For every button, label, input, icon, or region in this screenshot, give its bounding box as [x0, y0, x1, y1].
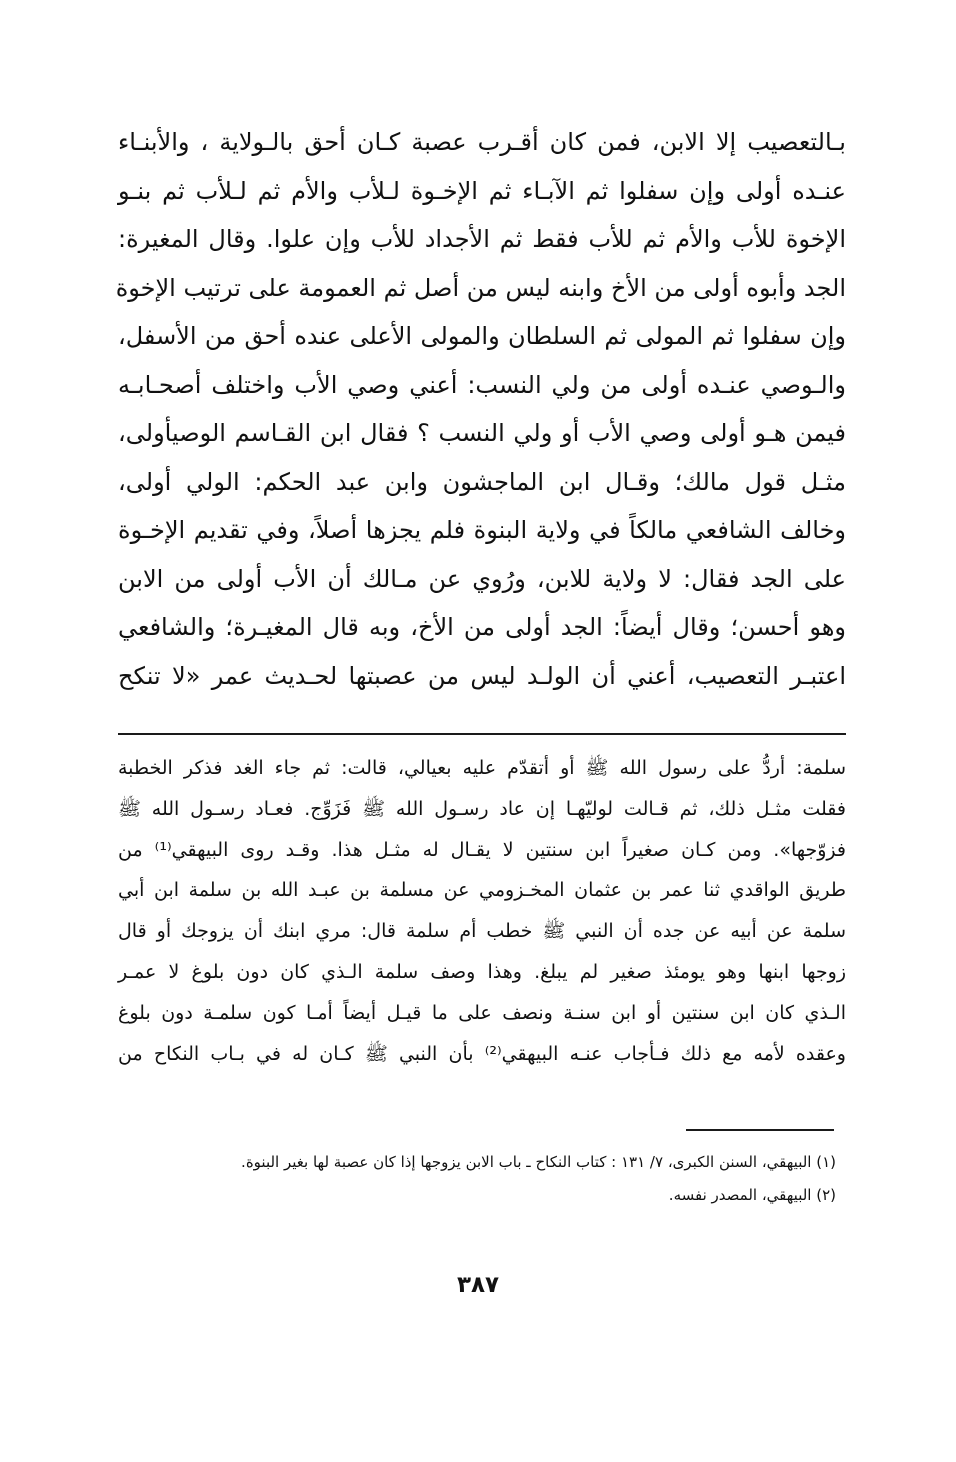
footnote-1: (١) البيهقي، السنن الكبرى، ٧/ ١٣١ : كتاب النكاح ـ باب الابن يزوجها إذا كان عصبة لها بغير البنوة. [241, 1153, 836, 1171]
commentary-line: فزوّجها». ومن كـان صغيراً ابن سنتين لا يقـال له مثـل هذا. وقـد روى البيهقي⁽¹⁾ من [118, 838, 847, 861]
footnotes [118, 1146, 836, 1212]
main-text-line: اعتبـر التعصيب، أعني أن الولـد ليس من عصبتها لحـديث عمر «لا تنكح [118, 661, 846, 690]
main-notes-divider [118, 733, 846, 735]
main-text-line: على الجد فقال: لا ولاية للابن، ورُوي عن مـالك أن الأب أولى من الابن [118, 564, 846, 593]
main-body-text [115, 118, 846, 700]
commentary-line: زوجها ابنها وهو يومئذ صغير لم يبلغ. وهذا وصف سلمة الـذي كان دون بلوغ لا عمـر [118, 960, 846, 983]
main-text-line: بـالتعصيب إلا الابن، فمن كان أقـرب عصبة كـان أحق بالـولاية ، والأبنـاء [118, 128, 846, 156]
commentary-text [118, 748, 846, 1074]
main-text-line: الإخوة للأب والأم ثم للأب فقط ثم الأجداد للأب وإن علوا. وقال المغيرة: [118, 225, 846, 253]
main-text-line: وخالف الشافعي مالكاً في ولاية البنوة فلم يجزها أصلاً، وفي تقديم الإخـوة [118, 516, 846, 544]
commentary-line: فقلت مثـل ذلك، ثم قـالت لوليّهـا إن عاد رسـول الله ﷺ فَزَوِّج. فعـاد رسـول الله ﷺ [118, 797, 846, 820]
commentary-line: سلمة عن أبيه عن جده أن النبي ﷺ خطب أم سلمة قال: مري ابنك أن يزوجك أو قال [118, 920, 846, 943]
main-text-line: فيمن هـو أولى وصي الأب أو ولي النسب ؟ فقال ابن القـاسم الوصيأولى، [118, 419, 846, 447]
commentary-line: الـذي كان ابن سنتين أو ابن سنـة ونصف على ما قيـل أيضاً أمـا كون سلمـة دون بلوغ [118, 1001, 846, 1024]
page-number: ٣٨٧ [456, 1272, 500, 1298]
commentary-line: وعقده لأمه مع ذلك فـأجاب عنـه البيهقي⁽²⁾ بأن النبي ﷺ كـان له في بـاب النكاح من [118, 1042, 846, 1065]
main-text-line: وإن سفلوا ثم المولى ثم السلطان والمولى الأعلى عنده أحق من الأسفل، [118, 322, 846, 350]
commentary-line: طريق الواقدي ثنا عمر بن عثمان المخـزومي عن مسلمة بن عبـد الله بن سلمة ابن أبي [118, 879, 846, 902]
commentary-line: سلمة: أردُّ على رسول الله ﷺ أو أتقدّم عليه بعيالي، قالت: ثم جاء الغد فذكر الخطبة [118, 757, 846, 779]
footnote-divider [686, 1129, 834, 1131]
main-text-line: وهو أحسن؛ وقال أيضاً: الجد أولى من الأخ، وبه قال المغيـرة؛ والشافعي [118, 613, 846, 641]
main-text-line: مثـل قول مالك؛ وقـال ابن الماجشون وابن عبد الحكم: الولي أولى، [118, 467, 846, 496]
footnote-2: (٢) البيهقي، المصدر نفسه. [668, 1186, 836, 1204]
main-text-line: الجد وأبوه أولى من الأخ وابنه ليس من أصل ثم العمومة على ترتيب الإخوة [115, 273, 846, 302]
main-text-line: عنـده أولى وإن سفلوا ثم الآبـاء ثم الإخـوة لـلأب والأم ثم لـلأب ثم بنـو [118, 176, 846, 205]
main-text-line: والـوصي عنـده أولى من ولي النسب: أعني وصي الأب واختلف أصحـابـه [118, 370, 846, 399]
